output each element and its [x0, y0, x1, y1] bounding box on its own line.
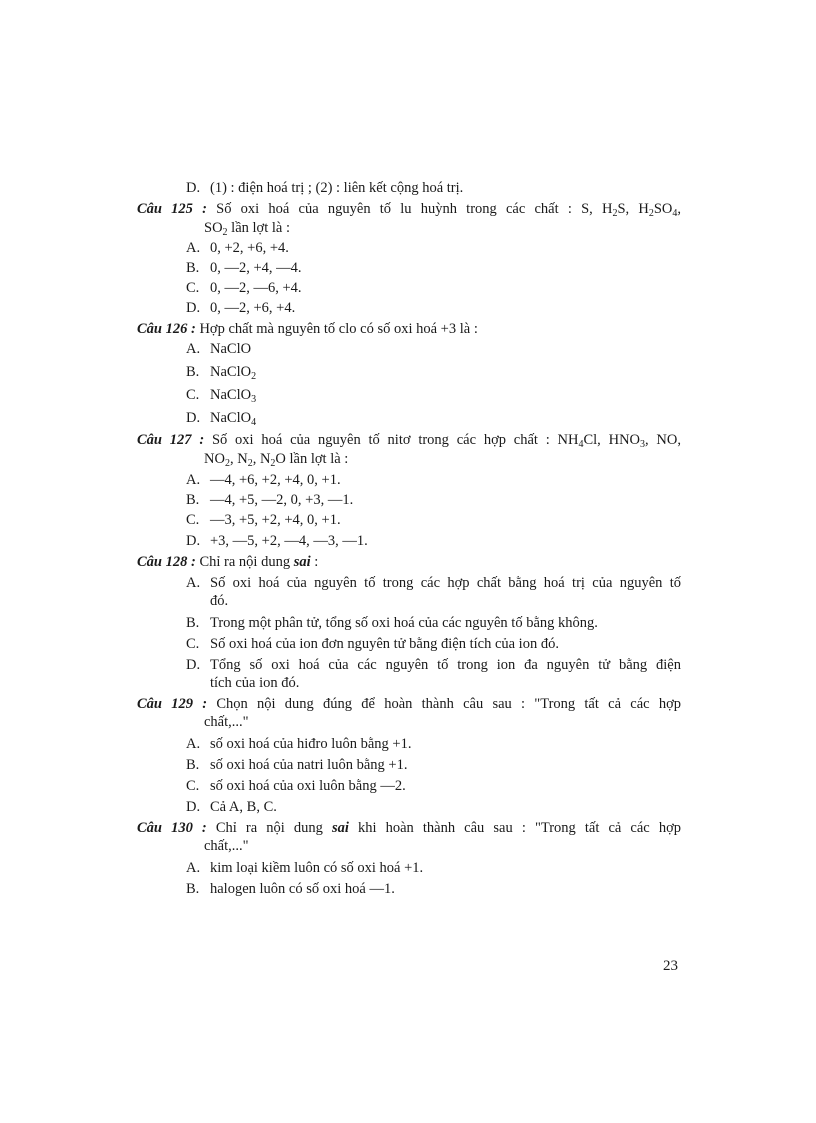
q130-stem-line1: Câu 130 : Chỉ ra nội dung sai khi hoàn thành câu sau : "Trong tất cả các hợp	[137, 820, 681, 836]
q126-stem: Câu 126 : Hợp chất mà nguyên tố clo có số oxi hoá +3 là :	[137, 321, 478, 337]
q125-option-a: A. 0, +2, +6, +4.	[186, 240, 289, 256]
q128-option-a: A.	[186, 575, 201, 591]
q130-option-b: B. halogen luôn có số oxi hoá —1.	[186, 881, 395, 897]
question-label: Câu 129 :	[137, 696, 208, 712]
q126-option-d: D. NaClO$_4$	[186, 410, 257, 428]
q126-option-b: B. NaClO$_2$	[186, 364, 257, 382]
q128-stem: Câu 128 : Chỉ ra nội dung sai :	[137, 554, 319, 570]
question-label: Câu 130 :	[137, 820, 207, 836]
q127-option-b: B. —4, +5, —2, 0, +3, —1.	[186, 492, 354, 508]
q126-option-a: A. NaClO	[186, 341, 252, 357]
q129-option-d: D. Cả A, B, C.	[186, 799, 277, 815]
q129-option-c: C. số oxi hoá của oxi luôn bằng —2.	[186, 778, 406, 794]
q128-option-d-line2: tích của ion đó.	[210, 675, 300, 691]
option-text: (1) : điện hoá trị ; (2) : liên kết cộng hoá trị.	[210, 180, 464, 196]
question-label: Câu 127 :	[137, 432, 205, 448]
q129-option-b: B. số oxi hoá của natri luôn bằng +1.	[186, 757, 408, 773]
option-letter: D.	[186, 180, 201, 196]
page-number: 23	[663, 958, 678, 974]
question-label: Câu 125 :	[137, 201, 207, 217]
q127-stem-line1: Câu 127 : Số oxi hoá của nguyên tố nitơ trong các hợp chất : $NH_4Cl$, $HNO_3$, NO,	[137, 432, 681, 450]
q129-option-a: A. số oxi hoá của hiđro luôn bằng +1.	[186, 736, 412, 752]
q128-option-d: D.	[186, 657, 201, 673]
q128-option-a-line1: Số oxi hoá của nguyên tố trong các hợp chất bằng hoá trị của nguyên tố	[210, 575, 681, 591]
q128-option-a-line2: đó.	[210, 593, 229, 609]
q127-option-a: A. —4, +6, +2, +4, 0, +1.	[186, 472, 341, 488]
q125-stem-line1: Câu 125 : Số oxi hoá của nguyên tố lu huỳnh trong các chất : S, $H_2S$, $H_2SO_4$,	[137, 201, 681, 219]
q125-stem-line2: $SO_2$ lần lợt là :	[204, 220, 290, 238]
question-label: Câu 128 :	[137, 554, 196, 570]
q128-option-b: B. Trong một phân tử, tổng số oxi hoá của các nguyên tố bằng không.	[186, 615, 598, 631]
q130-stem-line2: chất,..."	[204, 838, 249, 854]
q127-option-c: C. —3, +5, +2, +4, 0, +1.	[186, 512, 341, 528]
q128-option-c: C. Số oxi hoá của ion đơn nguyên tử bằng điện tích của ion đó.	[186, 636, 559, 652]
q126-option-c: C. NaClO$_3$	[186, 387, 257, 405]
q125-option-d: D. 0, —2, +6, +4.	[186, 300, 296, 316]
question-label: Câu 126 :	[137, 321, 196, 337]
q127-stem-line2: $NO_2$, $N_2$, $N_2O$ lần lợt là :	[204, 451, 349, 469]
q124-option-d	[186, 179, 463, 197]
q127-option-d: D. +3, —5, +2, —4, —3, —1.	[186, 533, 368, 549]
q129-stem-line2: chất,..."	[204, 714, 249, 730]
q125-option-b: B. 0, —2, +4, —4.	[186, 260, 302, 276]
q130-option-a: A. kim loại kiềm luôn có số oxi hoá +1.	[186, 860, 424, 876]
q129-stem-line1: Câu 129 : Chọn nội dung đúng để hoàn thành câu sau : "Trong tất cả các hợp	[137, 696, 681, 712]
q128-option-d-line1: Tổng số oxi hoá của các nguyên tố trong ion đa nguyên tử bằng điện	[210, 657, 681, 673]
q125-option-c: C. 0, —2, —6, +4.	[186, 280, 302, 296]
